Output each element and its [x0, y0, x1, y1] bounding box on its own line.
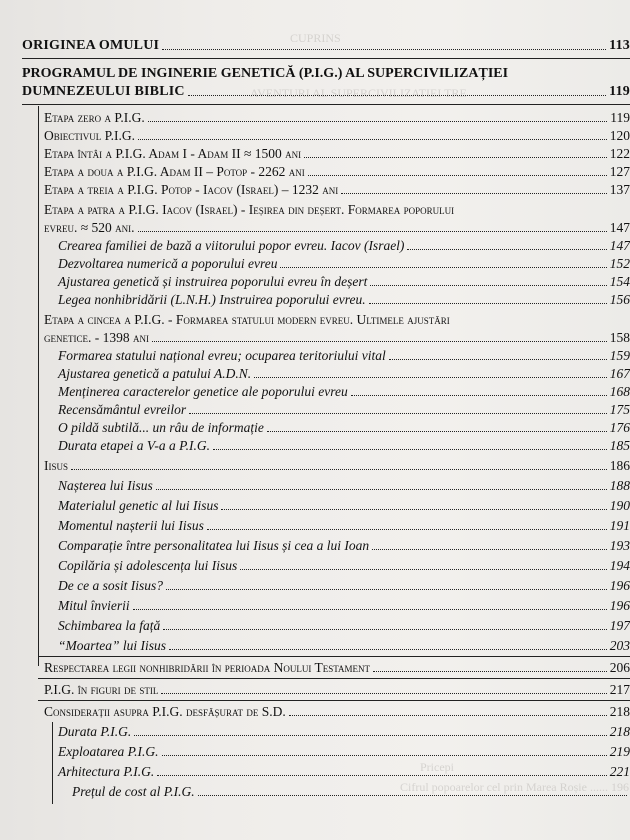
toc-page-number: 158 — [609, 330, 630, 345]
toc-stage-one[interactable] — [44, 146, 630, 162]
toc-page-number: 190 — [609, 498, 630, 513]
toc-page-number: 147 — [609, 220, 630, 235]
toc-item[interactable] — [58, 420, 630, 436]
toc-page-number: 194 — [609, 558, 630, 573]
leader-dots — [162, 49, 606, 50]
leader-dots — [221, 509, 606, 510]
toc-entry-label: O pildă subtilă... un râu de informație — [58, 420, 264, 435]
toc-item[interactable] — [72, 784, 630, 800]
leader-dots — [162, 755, 607, 756]
toc-chapter-origin[interactable] — [22, 38, 630, 54]
toc-entry-label: Respectarea legii nonhibridării în perioada Noului Testament — [44, 660, 371, 675]
leader-dots — [207, 529, 607, 530]
bleed-through-text: Pricepi — [420, 760, 454, 774]
toc-chapter-program[interactable] — [22, 84, 630, 100]
leader-dots — [138, 231, 607, 232]
toc-figures[interactable] — [44, 682, 630, 698]
toc-page-number: 152 — [609, 256, 630, 271]
leader-dots — [407, 249, 606, 250]
toc-page-number: 203 — [609, 638, 630, 653]
leader-dots — [188, 95, 606, 96]
toc-entry-label: Legea nonhibridării (L.N.H.) Instruirea poporului evreu. — [58, 292, 366, 307]
bleed-through-text: Cifrul popoarelor cel prin Marea Roșie ...... 196 — [400, 780, 629, 794]
toc-entry-label: Arhitectura P.I.G. — [58, 764, 155, 779]
toc-entry-label: Obiectivul P.I.G. — [44, 128, 135, 143]
leader-dots — [369, 303, 607, 304]
toc-item[interactable] — [58, 724, 630, 740]
toc-entry-label: P.I.G. în figuri de stil — [44, 682, 159, 697]
toc-item[interactable] — [58, 366, 630, 382]
toc-stage-four-line1[interactable]: Etapa a patra a P.I.G. Iacov (Israel) - Ieșirea din deșert. Formarea poporului — [44, 202, 455, 217]
toc-page-number: 156 — [609, 292, 630, 307]
toc-item[interactable] — [58, 348, 630, 364]
section-rule — [38, 700, 630, 701]
toc-item[interactable] — [58, 384, 630, 400]
leader-dots — [189, 413, 607, 414]
subsection-bracket — [38, 106, 39, 666]
toc-entry-label: Dezvoltarea numerică a poporului evreu — [58, 256, 278, 271]
toc-item[interactable] — [58, 438, 630, 454]
toc-page-number: 185 — [609, 438, 630, 453]
leader-dots — [133, 609, 607, 610]
toc-page-number: 196 — [609, 598, 630, 613]
toc-page-number: 186 — [609, 458, 630, 473]
toc-entry-label: Ajustarea genetică a patului A.D.N. — [58, 366, 252, 381]
toc-entry-label: Exploatarea P.I.G. — [58, 744, 159, 759]
toc-entry-label: ORIGINEA OMULUI — [22, 38, 160, 53]
leader-dots — [138, 139, 607, 140]
toc-page-number: 218 — [609, 724, 630, 739]
toc-entry-label: Crearea familiei de bază a viitorului popor evreu. Iacov (Israel) — [58, 238, 405, 253]
toc-entry-label: evreu. ≈ 520 ani. — [44, 220, 135, 235]
toc-stage-three[interactable] — [44, 182, 630, 198]
toc-item[interactable] — [58, 238, 630, 254]
toc-entry-label: Prețul de cost al P.I.G. — [72, 784, 195, 799]
toc-item[interactable] — [58, 744, 630, 760]
toc-stage-zero[interactable] — [44, 110, 630, 126]
toc-page-number: 119 — [609, 84, 630, 99]
toc-page-number: 188 — [609, 478, 630, 493]
toc-entry-label: Comparație între personalitatea lui Iisus și cea a lui Ioan — [58, 538, 370, 553]
toc-entry-label: Nașterea lui Iisus — [58, 478, 153, 493]
toc-item[interactable] — [58, 478, 630, 494]
toc-page-number: 206 — [609, 660, 630, 675]
toc-entry-label: Ajustarea genetică și instruirea poporului evreu în deșert — [58, 274, 368, 289]
leader-dots — [163, 629, 607, 630]
section-rule — [38, 678, 630, 679]
toc-entry-label: Considerații asupra P.I.G. desfășurat de S.D. — [44, 704, 286, 719]
toc-page-number: 137 — [609, 182, 630, 197]
toc-page-number: 127 — [609, 164, 630, 179]
toc-page-number: 197 — [609, 618, 630, 633]
leader-dots — [240, 569, 606, 570]
toc-entry-label: Schimbarea la față — [58, 618, 161, 633]
toc-page-number: 113 — [609, 38, 630, 53]
toc-entry-label: Formarea statului național evreu; ocuparea teritoriului vital — [58, 348, 386, 363]
leader-dots — [134, 735, 606, 736]
toc-entry-label: Etapa zero a P.I.G. — [44, 110, 145, 125]
toc-item[interactable] — [58, 578, 630, 594]
toc-page-number: 154 — [609, 274, 630, 289]
toc-page-number: 191 — [609, 518, 630, 533]
toc-stage-five[interactable] — [44, 330, 630, 346]
toc-stage-five-line1[interactable]: Etapa a cincea a P.I.G. - Formarea statului modern evreu. Ultimele ajustări — [44, 312, 450, 327]
toc-page-number: 218 — [609, 704, 630, 719]
leader-dots — [372, 549, 607, 550]
section-rule — [22, 58, 630, 59]
toc-stage-four[interactable] — [44, 220, 630, 236]
toc-item[interactable] — [58, 764, 630, 780]
leader-dots — [148, 121, 608, 122]
toc-page-number: 159 — [609, 348, 630, 363]
toc-item[interactable] — [58, 518, 630, 534]
subsection-bracket — [52, 722, 53, 804]
leader-dots — [198, 795, 627, 796]
toc-iisus[interactable] — [44, 458, 630, 474]
toc-item[interactable] — [58, 558, 630, 574]
toc-entry-label: DUMNEZEULUI BIBLIC — [22, 84, 185, 99]
toc-item[interactable] — [58, 598, 630, 614]
toc-item[interactable] — [58, 274, 630, 290]
toc-entry-label: Etapa întâi a P.I.G. Adam I - Adam II ≈ 1500 ani — [44, 146, 302, 161]
toc-entry-label: Copilăria și adolescența lui Iisus — [58, 558, 238, 573]
toc-objective[interactable] — [44, 128, 630, 144]
toc-page-number: 120 — [609, 128, 630, 143]
toc-item[interactable] — [58, 292, 630, 308]
section-rule — [22, 104, 630, 105]
section-rule — [38, 656, 630, 657]
leader-dots — [156, 489, 607, 490]
leader-dots — [267, 431, 607, 432]
toc-entry-label: Durata etapei a V-a a P.I.G. — [58, 438, 210, 453]
leader-dots — [351, 395, 607, 396]
toc-considerations[interactable] — [44, 704, 630, 720]
toc-page-number: 193 — [609, 538, 630, 553]
toc-page-number: 176 — [609, 420, 630, 435]
toc-entry-label: Iisus — [44, 458, 69, 473]
toc-law[interactable] — [44, 660, 630, 676]
leader-dots — [373, 671, 607, 672]
leader-dots — [254, 377, 607, 378]
leader-dots — [308, 175, 607, 176]
toc-entry-label: De ce a sosit Iisus? — [58, 578, 163, 593]
toc-stage-two[interactable] — [44, 164, 630, 180]
leader-dots — [71, 469, 607, 470]
toc-entry-label: Mitul învierii — [58, 598, 130, 613]
toc-item[interactable] — [58, 538, 630, 554]
toc-entry-label: Momentul nașterii lui Iisus — [58, 518, 204, 533]
leader-dots — [280, 267, 606, 268]
toc-page-number: 122 — [609, 146, 630, 161]
leader-dots — [157, 775, 607, 776]
toc-entry-label: Etapa a treia a P.I.G. Potop - Iacov (Israel) – 1232 ani — [44, 182, 339, 197]
toc-page-number: 221 — [609, 764, 630, 779]
toc-entry-label: Materialul genetic al lui Iisus — [58, 498, 219, 513]
toc-chapter-program-line1[interactable]: PROGRAMUL DE INGINERIE GENETICĂ (P.I.G.) AL SUPERCIVILIZAȚIEI — [22, 66, 509, 81]
leader-dots — [289, 715, 607, 716]
toc-item[interactable] — [58, 256, 630, 272]
toc-entry-label: Recensământul evreilor — [58, 402, 187, 417]
leader-dots — [161, 693, 606, 694]
toc-page-number: 119 — [610, 110, 630, 125]
bleed-through-text: AVENTURI AL SUPERCIVILIZATIEI TRE — [250, 86, 467, 100]
toc-entry-label: “Moartea” lui Iisus — [58, 638, 167, 653]
leader-dots — [169, 649, 607, 650]
toc-page-number: 196 — [609, 578, 630, 593]
toc-item[interactable] — [58, 638, 630, 654]
toc-page-number: 147 — [609, 238, 630, 253]
toc-entry-label: Menținerea caracterelor genetice ale poporului evreu — [58, 384, 348, 399]
toc-page-number: 175 — [609, 402, 630, 417]
toc-page-number: 168 — [609, 384, 630, 399]
toc-page-number: 167 — [609, 366, 630, 381]
toc-page-number: 219 — [609, 744, 630, 759]
toc-entry-label: genetice. - 1398 ani — [44, 330, 149, 345]
leader-dots — [370, 285, 606, 286]
leader-dots — [152, 341, 607, 342]
toc-item[interactable] — [58, 498, 630, 514]
leader-dots — [213, 449, 607, 450]
leader-dots — [389, 359, 607, 360]
toc-entry-label: Etapa a doua a P.I.G. Adam II – Potop - 2262 ani — [44, 164, 305, 179]
leader-dots — [304, 157, 607, 158]
leader-dots — [341, 193, 606, 194]
leader-dots — [166, 589, 607, 590]
bleed-through-text: CUPRINS — [290, 31, 341, 45]
toc-item[interactable] — [58, 618, 630, 634]
toc-page-number: 217 — [609, 682, 630, 697]
toc-entry-label: Durata P.I.G. — [58, 724, 132, 739]
toc-item[interactable] — [58, 402, 630, 418]
